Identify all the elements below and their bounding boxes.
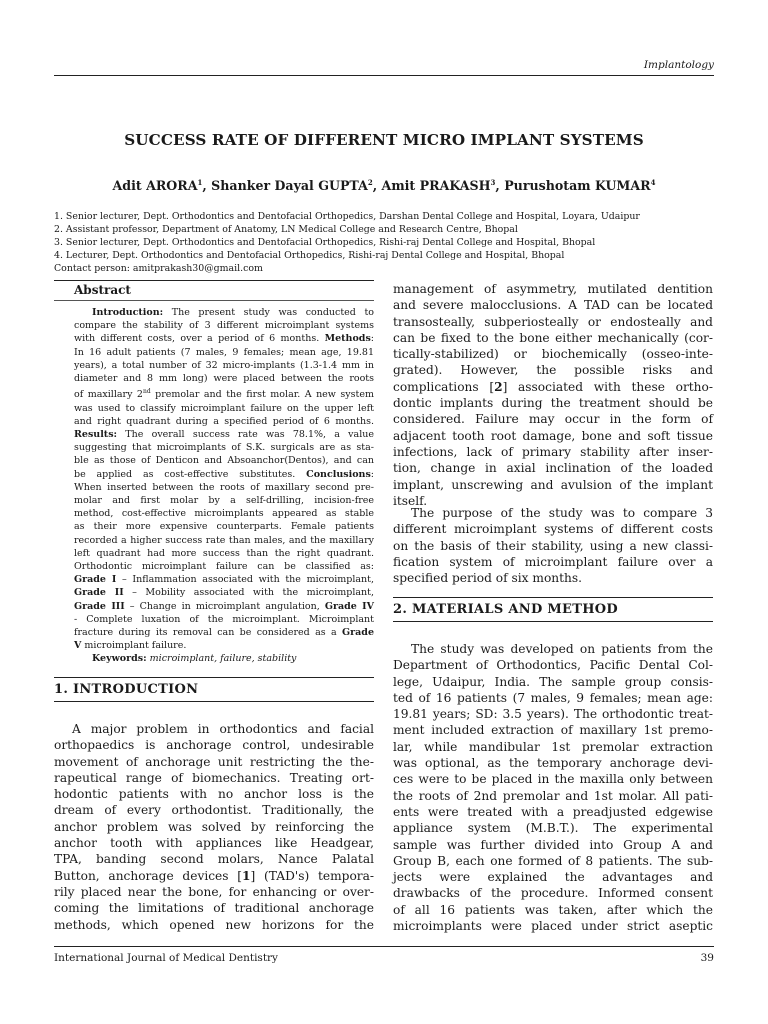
text-line: implant, unscrewing and avulsion of the implant <box>393 477 713 492</box>
text-line: and severe malocclusions. A TAD can be located <box>393 298 713 313</box>
text-line: of maxillary 2nd premolar and the first molar. A new system <box>74 388 374 401</box>
text-line: with different costs, over a period of 6 months. Methods: <box>74 333 374 345</box>
author-name: Adit ARORA$^1$, <box>112 178 212 194</box>
text-line: dream of every orthodontist. Traditionally, the <box>54 803 374 818</box>
text-line: on the basis of their stability, using a new classi- <box>393 538 713 553</box>
text-line: recorded a higher success rate than males, and the maxillary <box>74 534 374 546</box>
text-line: infections, lack of primary stability after inser- <box>393 444 713 459</box>
affiliation-line: 4. Lecturer, Dept. Orthodontics and Dentofacial Orthopedics, Rishi-raj Dental College and Hospital, Bhopal <box>54 250 565 261</box>
affiliation-line: Contact person: amitprakash30@gmail.com <box>54 263 263 274</box>
text-line: tically-stabilized) or biochemically (osseo-inte- <box>393 347 713 362</box>
text-line: V microimplant failure. <box>74 640 187 652</box>
text-line: diameter and 8 mm long) were placed between the roots <box>74 373 374 385</box>
text-line: itself. <box>393 493 428 508</box>
text-line: In 16 adult patients (7 males, 9 females; mean age, 19.81 <box>74 346 374 358</box>
text-line: fracture during its removal can be considered as a Grade <box>74 627 374 639</box>
paper-title: SUCCESS RATE OF DIFFERENT MICRO IMPLANT SYSTEMS <box>124 131 644 149</box>
text-line: Grade I – Inflammation associated with the microimplant, <box>74 574 374 586</box>
text-line: considered. Failure may occur in the form of <box>393 412 713 427</box>
text-line: Group B, each one formed of 8 patients. The sub- <box>393 853 713 868</box>
text-line: Results: The overall success rate was 78.1%, a value <box>74 428 374 440</box>
abstract-top-rule <box>54 280 374 281</box>
text-line: suggesting that microimplants of S.K. surgicals are as sta- <box>74 442 374 454</box>
text-line: as their more expensive counterparts. Female patients <box>74 521 374 533</box>
text-line: anchor problem was solved by reinforcing the <box>54 819 374 834</box>
footer-journal-name: International Journal of Medical Dentistry <box>54 952 278 964</box>
text-line: left quadrant had more success than the right quadrant. <box>74 547 374 559</box>
text-line: jects were explained the advantages and <box>393 870 713 885</box>
intro-rule-top <box>54 677 374 678</box>
text-line: grated). However, the possible risks and <box>393 363 713 378</box>
text-line: can be fixed to the bone either mechanically (cor- <box>393 330 713 345</box>
text-line: different microimplant systems of different costs <box>393 522 713 537</box>
text-line: 19.81 years; SD: 3.5 years). The orthodontic treat- <box>393 707 713 722</box>
methods-body <box>393 641 713 934</box>
header-rule <box>54 75 714 76</box>
text-line: The study was developed on patients from the <box>411 642 713 656</box>
methods-rule-bottom <box>393 621 713 622</box>
text-line: methods, which opened new horizons for the <box>54 917 374 932</box>
text-line: was used to classify microimplant failure on the upper left <box>74 402 374 414</box>
text-line: - Complete luxation of the microimplant. Microimplant <box>74 613 374 625</box>
text-line: Department of Orthodontics, Pacific Dental Col- <box>393 658 713 673</box>
text-line: Button, anchorage devices [1] (TAD's) temporа- <box>54 868 374 883</box>
text-line: lar, while mandibular 1st premolar extraction <box>393 739 713 754</box>
text-line: appliance system (M.B.T.). The experimental <box>393 821 713 836</box>
text-line: When inserted between the roots of maxillary second pre- <box>74 481 374 493</box>
text-line: movement of anchorage unit restricting the the- <box>54 754 374 769</box>
text-line: ble as those of Denticon and Absoanchor(Dentos), and can <box>74 455 374 467</box>
text-line: of all 16 patients was taken, after which the <box>393 902 713 917</box>
purpose-paragraph <box>393 505 713 586</box>
keywords-line: Keywords: microimplant, failure, stability <box>92 653 297 665</box>
text-line: ents were treated with a preadjusted edgewise <box>393 804 713 819</box>
text-line: ces were to be placed in the maxilla only between <box>393 772 713 787</box>
text-line: Grade II – Mobility associated with the microimplant, <box>74 587 374 599</box>
intro-rule-bottom <box>54 701 374 702</box>
introduction-continued <box>393 281 713 509</box>
text-line: orthopaedics is anchorage control, undesirable <box>54 738 374 753</box>
introduction-body <box>54 721 374 933</box>
author-name: Shanker Dayal GUPTA$^2$, <box>211 178 382 194</box>
methods-rule-top <box>393 597 713 598</box>
abstract-body <box>74 306 374 666</box>
text-line: A major problem in orthodontics and facial <box>72 722 374 736</box>
text-line: coming the limitations of traditional anchorage <box>54 901 374 916</box>
text-line: was optional, as the temporary anchorage devi- <box>393 756 713 771</box>
text-line: molar and first molar by a self-drilling, incision-free <box>74 495 374 506</box>
text-line: method, cost-effective microimplants appeared as stable <box>74 508 374 520</box>
text-line: be applied as cost-effective substitutes. Conclusions: <box>74 468 374 480</box>
text-line: complications [2] associated with these ortho- <box>393 379 713 394</box>
text-line: TPA, banding second molars, Nance Palatal <box>54 852 374 867</box>
page-number: 39 <box>700 952 714 964</box>
text-line: Orthodontic microimplant failure can be classified as: <box>74 561 374 573</box>
author-name: Amit PRAKASH$^3$, <box>381 178 505 194</box>
author-list <box>54 178 714 193</box>
affiliation-line: 3. Senior lecturer, Dept. Orthodontics and Dentofacial Orthopedics, Rishi-raj Dental College and Hospital, Bhopal <box>54 237 596 248</box>
text-line: lege, Udaipur, India. The sample group consis- <box>393 674 713 689</box>
footer-rule <box>54 946 714 947</box>
text-line: management of asymmetry, mutilated dentition <box>393 282 713 296</box>
text-line: compare the stability of 3 different microimplant systems <box>74 320 374 332</box>
affiliation-line: 1. Senior lecturer, Dept. Orthodontics and Dentofacial Orthopedics, Darshan Dental College and Hospital, Loyara, Udaipur <box>54 211 640 222</box>
author-name: Purushotam KUMAR$^4$ <box>504 178 656 194</box>
text-line: The purpose of the study was to compare 3 <box>411 506 713 520</box>
text-line: rapeutical range of biomechanics. Treating ort- <box>54 770 374 785</box>
methods-heading: 2. MATERIALS AND METHOD <box>393 602 618 617</box>
text-line: adjacent tooth root damage, bone and soft tissue <box>393 428 713 443</box>
text-line: Grade III – Change in microimplant angulation, Grade IV <box>74 600 374 612</box>
text-line: anchor tooth with appliances like Headgear, <box>54 836 374 851</box>
introduction-heading: 1. INTRODUCTION <box>54 682 199 697</box>
journal-section-tag: Implantology <box>643 59 714 71</box>
text-line: drawbacks of the procedure. Informed consent <box>393 886 713 901</box>
text-line: sample was further divided into Group A and <box>393 837 713 852</box>
text-line: hodontic patients with no anchor loss is the <box>54 787 374 802</box>
affiliation-list <box>54 210 640 275</box>
affiliation-line: 2. Assistant professor, Department of Anatomy, LN Medical College and Research Centre, Bhopal <box>54 224 518 235</box>
text-line: the roots of 2nd premolar and 1st molar. All pati- <box>393 788 713 803</box>
text-line: microimplants were placed under strict aseptic <box>393 919 713 934</box>
text-line: fication system of microimplant failure over a <box>393 554 713 569</box>
text-line: ment included extraction of maxillary 1st premo- <box>393 723 713 738</box>
text-line: dontic implants during the treatment should be <box>393 396 713 411</box>
text-line: and right quadrant during a specified period of 6 months. <box>74 415 374 427</box>
text-line: tion, change in axial inclination of the loaded <box>393 461 713 476</box>
text-line: Introduction: The present study was conducted to <box>92 307 374 318</box>
text-line: rily placed near the bone, for enhancing or over- <box>54 884 374 899</box>
text-line: transosteally, subperiosteally or endosteally and <box>393 314 713 329</box>
text-line: ted of 16 patients (7 males, 9 females; mean age: <box>393 690 713 705</box>
text-line: specified period of six months. <box>393 571 583 586</box>
text-line: years), a total number of 32 micro-implants (1.3-1.4 mm in <box>74 359 374 371</box>
abstract-heading-rule <box>54 300 374 301</box>
abstract-heading: Abstract <box>74 283 131 297</box>
